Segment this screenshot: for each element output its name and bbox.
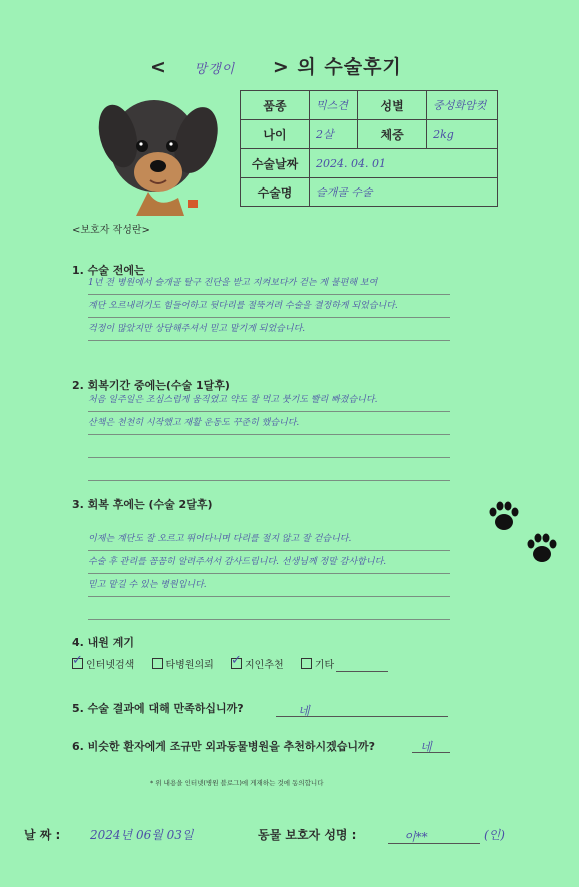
table-row xyxy=(241,149,498,178)
answer-line: 수술 후 관리를 꼼꼼히 알려주셔서 감사드립니다. 선생님께 정말 감사합니다. xyxy=(88,551,450,574)
surgery-date-label: 수술날짜 xyxy=(241,149,310,178)
answer-line: 산책은 천천히 시작했고 재활 운동도 꾸준히 했습니다. xyxy=(88,412,450,435)
blank-line xyxy=(88,435,450,458)
paw-print-icon xyxy=(486,498,522,534)
date-label: 날 짜 : xyxy=(24,828,61,842)
other-blank xyxy=(336,660,388,672)
answer-2-block xyxy=(88,389,450,481)
option-friend[interactable] xyxy=(231,660,284,671)
owner-value: 이** xyxy=(404,830,428,844)
table-row xyxy=(241,120,498,149)
question-6: 6. 비슷한 환자에게 조규만 외과동물병원을 추천하시겠습니까? xyxy=(72,740,376,753)
age-label: 나이 xyxy=(241,120,310,149)
owner-signature-line xyxy=(388,826,480,844)
answer-5-line xyxy=(276,700,448,717)
visit-reason-options xyxy=(72,656,432,672)
sex-value: 중성화암컷 xyxy=(427,91,498,120)
title-prefix: < xyxy=(150,56,167,78)
checkbox-checked-icon xyxy=(72,658,83,669)
surgery-date-value: 2024. 04. 01 xyxy=(310,149,498,178)
option-label: 지인추천 xyxy=(245,660,284,671)
table-row xyxy=(241,178,498,207)
page-title xyxy=(150,52,402,79)
answer-line: 이제는 계단도 잘 오르고 뛰어다니며 다리를 절지 않고 잘 걷습니다. xyxy=(88,528,450,551)
surgery-name-value: 슬개골 수술 xyxy=(310,178,498,207)
weight-value: 2kg xyxy=(427,120,498,149)
question-3: 3. 회복 후에는 (수술 2달후) xyxy=(72,498,213,511)
consent-note: * 위 내용을 인터넷(병원 블로그)에 게재하는 것에 동의합니다 xyxy=(150,779,324,787)
surgery-name-label: 수술명 xyxy=(241,178,310,207)
option-label: 인터넷검색 xyxy=(86,660,135,671)
seal-mark: (인) xyxy=(484,828,505,842)
answer-line: 믿고 맡길 수 있는 병원입니다. xyxy=(88,574,450,597)
title-suffix: > 의 수술후기 xyxy=(272,56,402,78)
breed-value: 믹스견 xyxy=(310,91,358,120)
pet-name: 망갱이 xyxy=(194,62,236,77)
table-row xyxy=(241,91,498,120)
checkbox-icon xyxy=(301,658,312,669)
answer-line: 걱정이 많았지만 상담해주셔서 믿고 맡기게 되었습니다. xyxy=(88,318,450,341)
answer-line: 계단 오르내리기도 힘들어하고 뒷다리를 절뚝거려 수술을 결정하게 되었습니다. xyxy=(88,295,450,318)
blank-line xyxy=(88,597,450,620)
paw-print-icon xyxy=(524,530,560,566)
pet-info-table xyxy=(240,90,498,207)
option-label: 타병원의뢰 xyxy=(165,660,214,671)
answer-5: 네 xyxy=(298,704,310,718)
checkbox-checked-icon xyxy=(231,658,242,669)
date-value: 2024년 06월 03일 xyxy=(90,828,194,842)
question-2: 2. 회복기간 중에는(수술 1달후) xyxy=(72,379,230,392)
answer-3-block xyxy=(88,528,450,620)
weight-label: 체중 xyxy=(358,120,427,149)
dog-photo xyxy=(92,88,238,216)
option-internet[interactable] xyxy=(72,660,134,671)
answer-1-block xyxy=(88,272,450,341)
breed-label: 품종 xyxy=(241,91,310,120)
age-value: 2살 xyxy=(310,120,358,149)
owner-label: 동물 보호자 성명 : xyxy=(258,828,357,842)
question-1: 1. 수술 전에는 xyxy=(72,264,145,277)
answer-line: 처음 일주일은 조심스럽게 움직였고 약도 잘 먹고 붓기도 빨리 빠졌습니다. xyxy=(88,389,450,412)
option-referral[interactable] xyxy=(152,660,214,671)
guardian-section-label: <보호자 작성란> xyxy=(72,225,150,236)
option-label: 기타 xyxy=(314,660,335,671)
question-4: 4. 내원 계기 xyxy=(72,636,134,649)
blank-line xyxy=(88,458,450,481)
option-other[interactable] xyxy=(301,660,388,671)
answer-6: 네 xyxy=(420,740,432,754)
sex-label: 성별 xyxy=(358,91,427,120)
answer-6-line xyxy=(412,736,450,753)
answer-line: 1년 전 병원에서 슬개골 탈구 진단을 받고 지켜보다가 걷는 게 불편해 보여 xyxy=(88,272,450,295)
question-5: 5. 수술 결과에 대해 만족하십니까? xyxy=(72,702,244,715)
checkbox-icon xyxy=(152,658,163,669)
